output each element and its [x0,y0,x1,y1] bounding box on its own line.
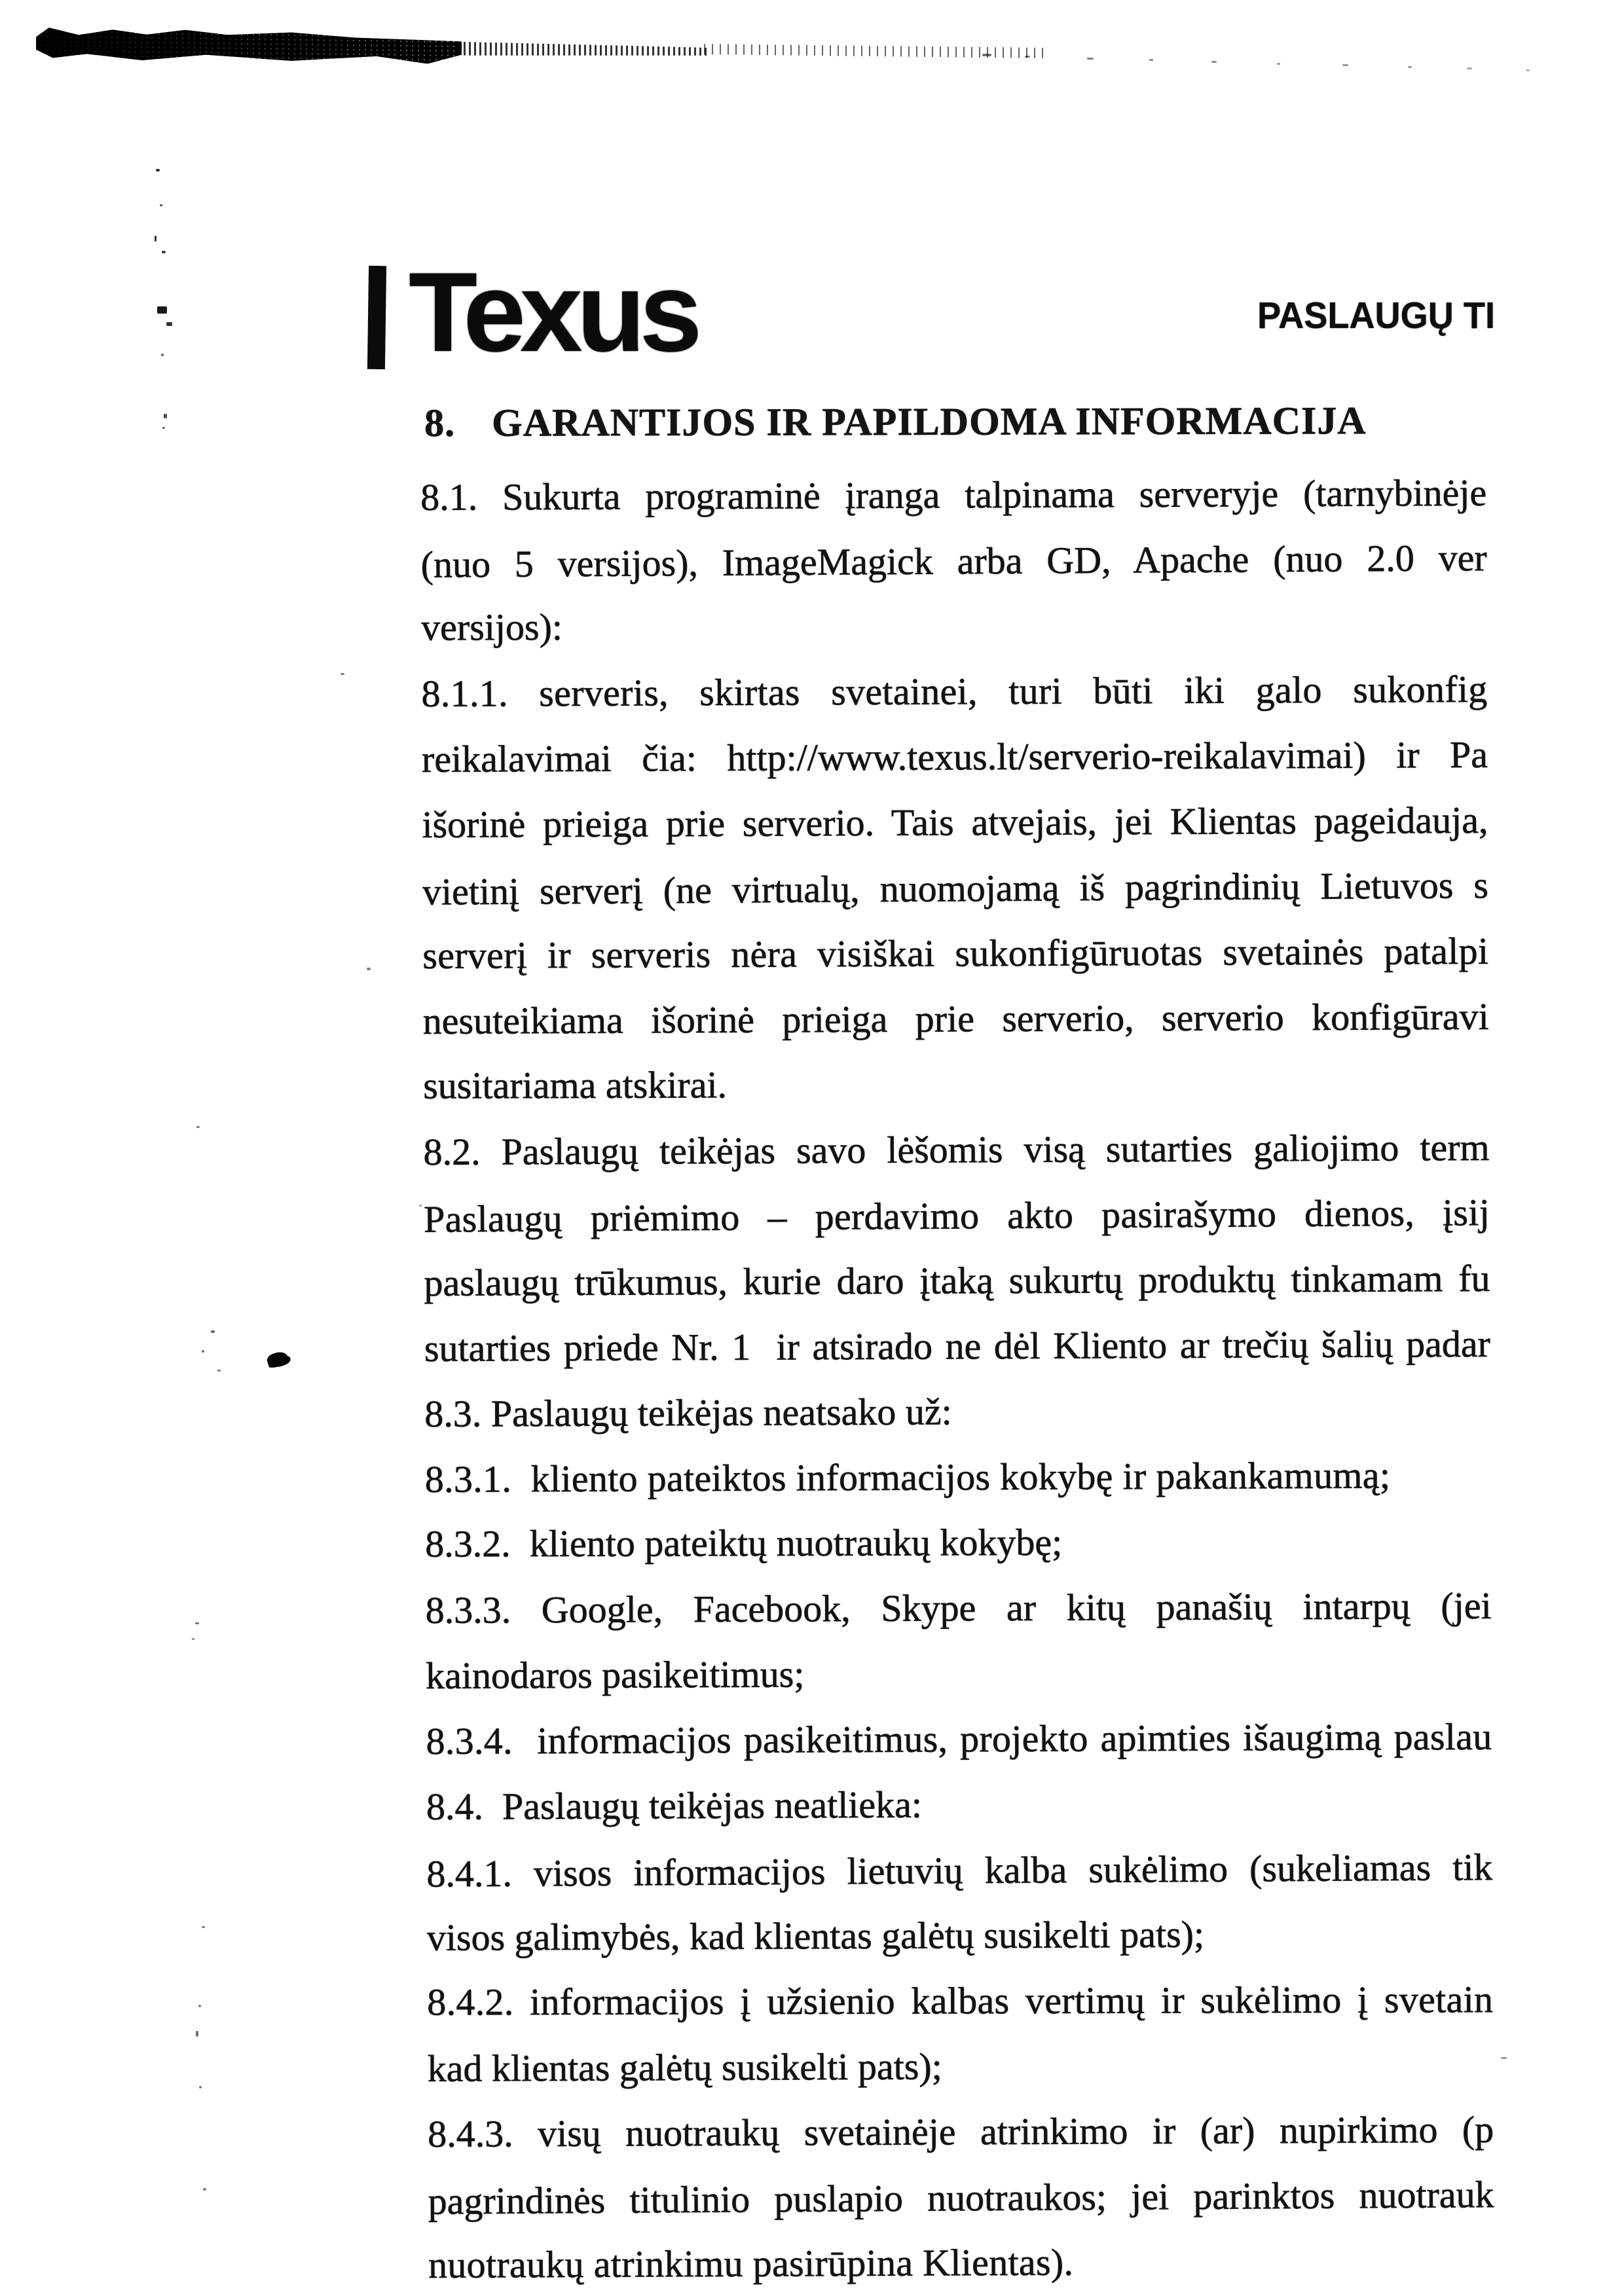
logo-wordmark: Texus [409,249,697,375]
speckle [1467,67,1472,69]
text-line-19: kainodaros pasikeitimus; [425,1652,805,1697]
contract-body-text [420,460,1494,2296]
speckle [155,236,157,242]
speckle [161,354,164,356]
speckle [203,2188,206,2191]
speckle [195,1622,199,1624]
speckle [1211,61,1217,63]
speckle [367,968,371,970]
text-line-12: Paslaugų priėmimo – perdavimo akto pasirašymo dienos, įsij [423,1191,1490,1241]
speckle [1408,66,1412,68]
speckle [202,1926,205,1928]
section-heading [424,397,1492,446]
text-line-4: 8.1.1. serveris, skirtas svetainei, turi būti iki galo sukonfig [421,667,1488,715]
text-line-16: 8.3.1. kliento pateiktos informacijos kokybę ir pakankamumą; [424,1453,1391,1501]
speckle [1025,56,1030,58]
document-type-header: PASLAUGŲ TI [1257,295,1496,337]
text-line-10: susitariama atskirai. [423,1063,728,1107]
speckle [202,1350,204,1353]
speckle [156,169,160,172]
speckle [211,1330,215,1333]
speckle [341,673,344,675]
text-line-14: sutarties priede Nr. 1 ir atsirado ne dėl Kliento ar trečių šalių padar [424,1322,1491,1370]
speckle [1501,2057,1507,2059]
scan-noise-band-medium [458,38,707,61]
speckle [196,1126,200,1128]
text-line-26: 8.4.3. visų nuotraukų svetainėje atrinkimo ir (ar) nupirkimo (p [427,2107,1494,2155]
text-line-18: 8.3.3. Google, Facebook, Skype ar kitų panašių intarpų (jei [425,1584,1492,1631]
text-line-22: 8.4.1. visos informacijos lietuvių kalba sukėlimo (sukeliamas tik [426,1846,1493,1895]
text-line-27: pagrindinės titulinio puslapio nuotraukos; jei parinktos nuotrauk [428,2173,1494,2223]
speckle [164,414,167,418]
text-line-20: 8.3.4. informacijos pasikeitimus, projekto apimties išaugimą paslau [426,1715,1492,1762]
speckle [157,306,167,314]
speckle [199,2086,202,2088]
speckle [192,1638,194,1640]
speckle [1342,64,1348,66]
text-line-3: versijos): [420,606,563,649]
ink-blob-mark [266,1350,290,1370]
text-line-7: vietinį serverį (ne virtualų, nuomojamą iš pagrindinių Lietuvos s [422,864,1489,913]
speckle [982,54,991,56]
scan-noise-band-sparse [704,44,1044,58]
text-line-28: nuotraukų atrinkimu pasirūpina Klientas). [428,2240,1074,2286]
text-line-9: nesuteikiama išorinė prieiga prie serverio, serverio konfigūravi [422,994,1489,1042]
section-title: GARANTIJOS IR PAPILDOMA INFORMACIJA [492,399,1367,445]
speckle [166,322,172,326]
text-line-25: kad klientas galėtų susikelti pats); [427,2045,942,2090]
text-line-23: visos galimybės, kad klientas galėtų susikelti pats); [426,1912,1205,1959]
text-line-5: reikalavimai čia: http://www.texus.lt/serverio-reikalavimai) ir Pa [421,733,1488,780]
speckle [198,2005,201,2007]
speckle [1277,63,1280,65]
speckle [419,1205,422,1207]
text-line-15: 8.3. Paslaugų teikėjas neatsako už: [424,1390,952,1435]
scan-noise-band-dense [36,27,462,64]
text-line-17: 8.3.2. kliento pateiktų nuotraukų kokybę; [425,1521,1063,1565]
text-line-6: išorinė prieiga prie serverio. Tais atvejais, jei Klientas pageidauja, [422,798,1488,846]
speckle [217,1370,221,1372]
speckle [160,204,162,206]
text-line-8: serverį ir serveris nėra visiškai sukonfigūruotas svetainės patalpi [422,929,1489,977]
speckle [196,2031,198,2037]
speckle [1149,59,1153,61]
speckle [162,251,166,253]
text-line-11: 8.2. Paslaugų teikėjas savo lėšomis visą sutarties galiojimo term [423,1125,1490,1173]
text-line-2: (nuo 5 versijos), ImageMagick arba GD, Apache (nuo 2.0 ver [420,536,1487,586]
speckle [162,427,165,429]
text-line-21: 8.4. Paslaugų teikėjas neatlieka: [426,1783,923,1828]
section-number: 8. [424,401,456,445]
text-line-24: 8.4.2. informacijos į užsienio kalbas vertimų ir sukėlimo į svetain [427,1978,1494,2024]
logo-bar-mark [367,266,386,369]
speckle [1526,69,1530,71]
speckle [1087,58,1094,60]
text-line-13: paslaugų trūkumus, kurie daro įtaką sukurtų produktų tinkamam fu [424,1256,1490,1304]
text-line-1: 8.1. Sukurta programinė įranga talpinama serveryje (tarnybinėje [420,471,1487,519]
